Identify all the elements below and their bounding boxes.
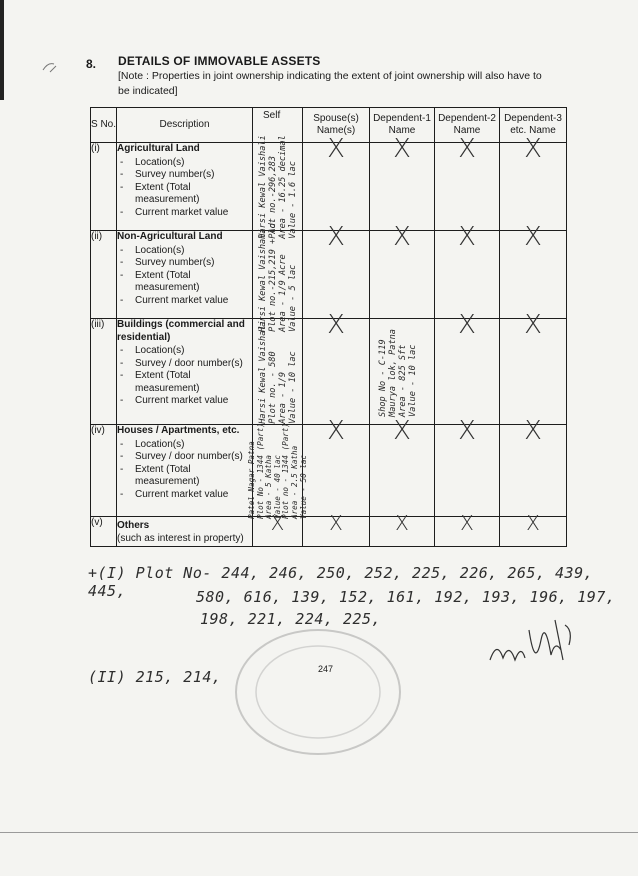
header-dependent-2: Dependent-2 Name	[435, 108, 500, 143]
table-row	[91, 425, 567, 517]
footnote-line-2: 580, 616, 139, 152, 161, 192, 193, 196, 197,	[196, 588, 616, 606]
desc-item: - Location(s)	[117, 157, 252, 170]
desc-item: - Current market value	[117, 207, 252, 220]
desc-item: - Location(s)	[117, 345, 252, 358]
cross-mark: X	[327, 222, 345, 252]
row-description	[117, 517, 253, 547]
dep2-cell	[435, 134, 500, 231]
cross-mark: X	[458, 134, 476, 164]
spouse-cell	[303, 134, 370, 231]
cross-mark: X	[327, 134, 345, 164]
row-sno: (iii)	[91, 319, 117, 425]
cross-mark: X	[524, 222, 542, 252]
desc-item: - Extent (Total measurement)	[117, 270, 252, 295]
section-note: [Note : Properties in joint ownership indicating the extent of joint ownership will also have to be indicated]	[118, 70, 542, 97]
desc-item: - Survey number(s)	[117, 169, 252, 182]
dep3-cell	[500, 310, 567, 425]
cross-mark: X	[327, 416, 345, 446]
cross-mark: X	[458, 416, 476, 446]
desc-item: - Location(s)	[117, 245, 252, 258]
cross-mark: X	[524, 134, 542, 164]
desc-item: - Survey / door number(s)	[117, 358, 252, 371]
footnote-line-3: 198, 221, 224, 225,	[200, 610, 382, 628]
dep2-cell	[435, 310, 500, 425]
row-sno: (i)	[91, 143, 117, 231]
cross-mark: X	[393, 416, 411, 446]
dep2-cell	[435, 511, 500, 547]
cross-mark: X	[458, 222, 476, 252]
row-description	[117, 319, 253, 425]
footnote-line-1: +(I) Plot No- 244, 246, 250, 252, 225, 226, 265, 439, 445,	[88, 564, 594, 600]
cross-mark: X	[393, 222, 411, 252]
row-category: Non-Agricultural Land	[117, 231, 223, 242]
cross-mark: X	[327, 310, 345, 340]
signature	[485, 600, 580, 680]
desc-item: - Extent (Total measurement)	[117, 370, 252, 395]
table-row	[91, 231, 567, 319]
cross-mark: X	[524, 416, 542, 446]
row-description	[117, 143, 253, 231]
self-cell	[246, 422, 307, 519]
dep3-cell	[500, 511, 567, 547]
cross-mark: X	[526, 511, 540, 535]
cross-mark: X	[270, 511, 285, 535]
cross-mark: X	[460, 511, 474, 535]
desc-item: - Extent (Total measurement)	[117, 464, 252, 489]
spouse-cell	[303, 511, 370, 547]
immovable-assets-table	[90, 107, 567, 547]
header-self: Self	[253, 108, 303, 143]
header-spouse: Spouse(s) Name(s)	[303, 108, 370, 143]
dep2-cell	[435, 222, 500, 319]
header-dependent-3: Dependent-3 etc. Name	[500, 108, 567, 143]
row-sno: (ii)	[91, 231, 117, 319]
header-description: Description	[117, 108, 253, 143]
dep1-cell	[370, 319, 435, 425]
dep2-cell	[435, 416, 500, 517]
row-sno: (iv)	[91, 425, 117, 517]
handwritten-entry: Harsi Kewal Vaishali Plot no.-296,283 Area - 16.25 decimal Value - 1.6 lac	[257, 134, 298, 239]
row-category-note: (such as interest in property)	[117, 532, 244, 544]
desc-item: - Current market value	[117, 295, 252, 308]
scan-edge	[0, 0, 4, 100]
desc-item: - Current market value	[117, 489, 252, 502]
desc-item: - Current market value	[117, 395, 252, 408]
dep1-cell	[370, 134, 435, 231]
footnote-line-4: (II) 215, 214,	[88, 668, 222, 686]
page-number: 247	[318, 664, 334, 674]
self-cell	[253, 319, 303, 425]
desc-item: - Survey / door number(s)	[117, 451, 252, 464]
handwritten-entry: Patel Nagar Patna Plot No - 1344 (Part) Area - 5 Katha Value - 40 lac Plot no - 1344 (Part) Area - 2.5 Katha Value - 50 lac	[246, 422, 307, 519]
self-cell	[253, 511, 303, 547]
row-category: Others	[117, 520, 150, 531]
dep1-cell	[370, 511, 435, 547]
spouse-cell	[303, 310, 370, 425]
section-number: 8.	[86, 57, 97, 71]
cross-mark: X	[393, 134, 411, 164]
scan-footer-line	[0, 832, 638, 833]
spouse-cell	[303, 416, 370, 517]
cross-mark: X	[395, 511, 409, 535]
dep3-cell	[500, 416, 567, 517]
margin-tick-mark	[40, 58, 68, 76]
handwritten-entry: Harsi Kewal Vaishali Plot no.-215,219 + Ad. Area - 1/9 Acre Value - 5 lac	[257, 217, 298, 332]
table-row	[91, 319, 567, 425]
desc-item: - Location(s)	[117, 439, 252, 452]
table-row	[91, 143, 567, 231]
dep1-cell	[370, 416, 435, 517]
row-category: Houses / Apartments, etc.	[117, 425, 240, 436]
header-dependent-1: Dependent-1 Name	[370, 108, 435, 143]
row-category: Buildings (commercial and residential)	[117, 319, 245, 343]
row-description	[117, 425, 253, 517]
faint-seal-stamp	[228, 622, 408, 762]
row-sno: (v)	[91, 517, 117, 547]
handwritten-entry: Shop No - C-119 Maurya lok, Patna Area - 825 Sft Value - 10 lac	[378, 329, 418, 417]
spouse-cell	[303, 222, 370, 319]
table-row	[91, 517, 567, 547]
cross-mark: X	[458, 310, 476, 340]
cross-mark: X	[329, 511, 343, 535]
desc-item: - Extent (Total measurement)	[117, 182, 252, 207]
row-category: Agricultural Land	[117, 143, 200, 154]
handwritten-entry: Harsi Kewal Vaishali Plot no. - 580 Area - 1/9 Value - 10 lac	[257, 319, 298, 424]
self-cell	[253, 217, 303, 332]
header-sno: S No.	[91, 108, 117, 143]
dep3-cell	[500, 134, 567, 231]
desc-item: - Survey number(s)	[117, 257, 252, 270]
cross-mark: X	[524, 310, 542, 340]
row-description	[117, 231, 253, 319]
dep1-cell	[370, 222, 435, 319]
dep3-cell	[500, 222, 567, 319]
section-title: DETAILS OF IMMOVABLE ASSETS	[118, 54, 321, 68]
